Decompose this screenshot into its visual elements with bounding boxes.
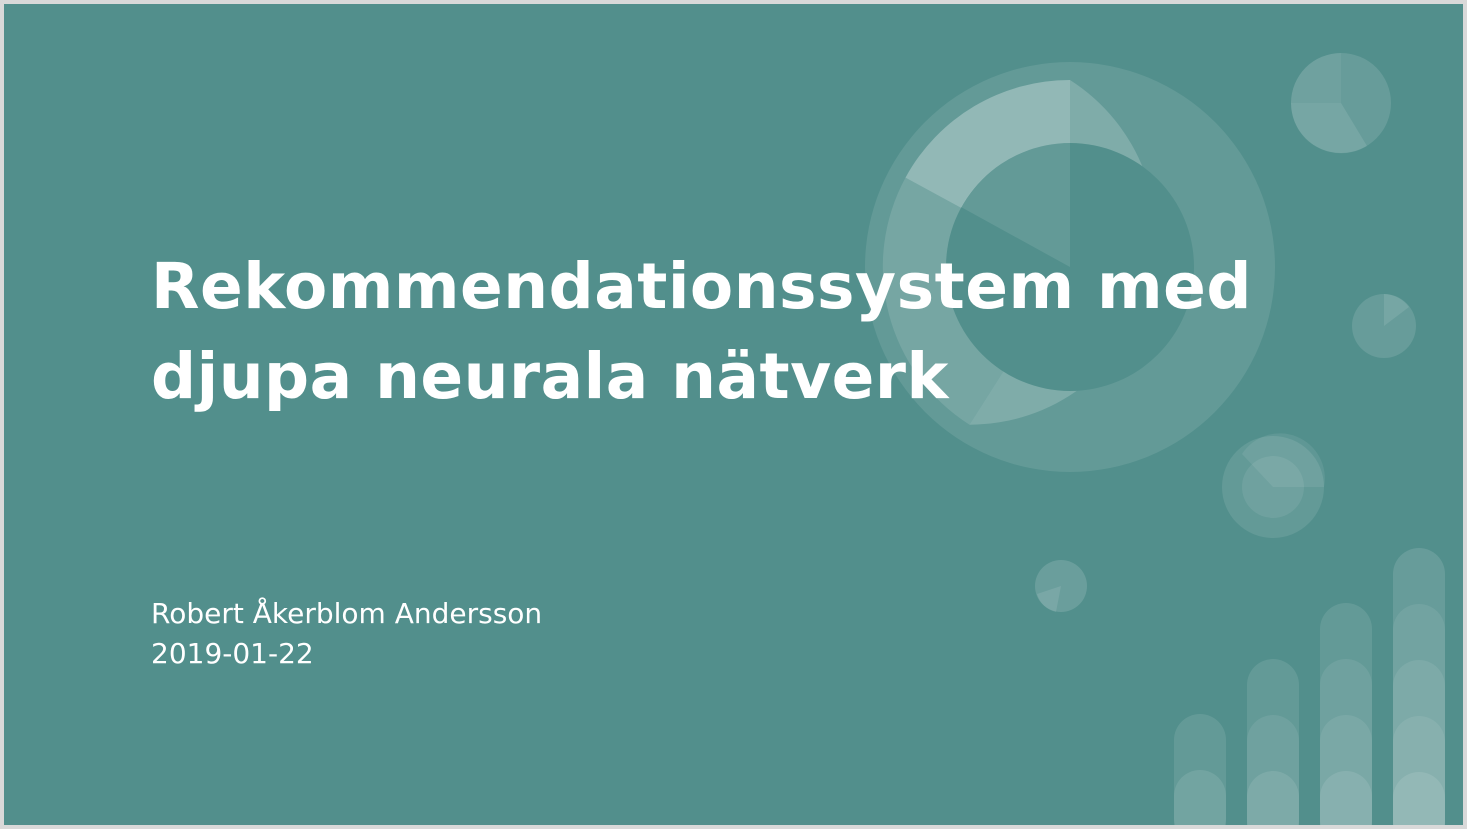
slide-title-line-2: djupa neurala nätverk	[151, 340, 949, 413]
small-pie-right	[1352, 294, 1416, 358]
presentation-date: 2019-01-22	[151, 637, 314, 670]
slide-title-line-1: Rekommendationssystem med	[151, 250, 1253, 323]
slide-title	[151, 242, 1301, 422]
small-pie-bottom	[1035, 560, 1087, 612]
slide	[4, 4, 1463, 825]
small-pie-top-right	[1291, 53, 1391, 153]
slide-subtitle	[151, 594, 542, 674]
author-name: Robert Åkerblom Andersson	[151, 597, 543, 630]
